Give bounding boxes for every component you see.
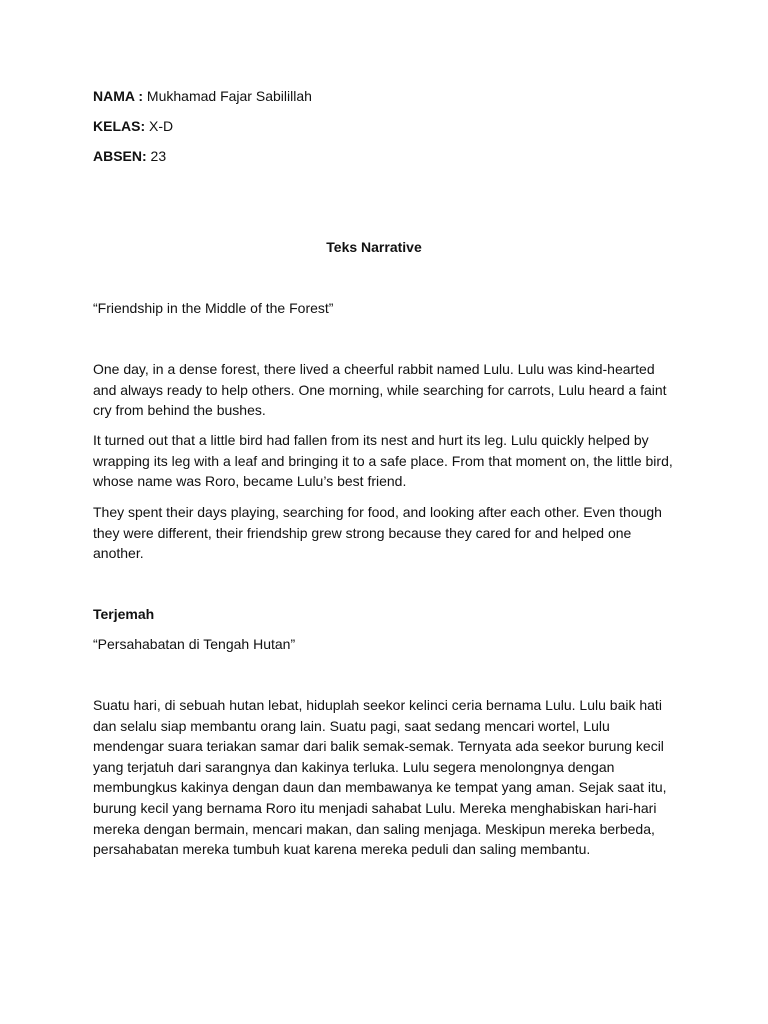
absen-label: ABSEN: bbox=[93, 148, 147, 164]
absen-value: 23 bbox=[146, 148, 167, 164]
document-title: Teks Narrative bbox=[326, 239, 422, 255]
class-label: KELAS: bbox=[93, 118, 146, 134]
name-value: Mukhamad Fajar Sabilillah bbox=[143, 88, 312, 104]
english-paragraph-3: They spent their days playing, searching for food, and looking after each other. Even though they were different, their friendship grew strong because they cared for and helped one another. bbox=[93, 504, 662, 562]
story-title-indonesian: “Persahabatan di Tengah Hutan” bbox=[93, 636, 296, 652]
student-absen-row bbox=[93, 146, 166, 166]
class-value: X-D bbox=[145, 118, 174, 134]
english-paragraph-1: One day, in a dense forest, there lived a cheerful rabbit named Lulu. Lulu was kind-hearted and always ready to help others. One morning, while searching for carrots, Lulu heard a faint cry from behind the bushes. bbox=[93, 361, 667, 419]
indonesian-paragraph: Suatu hari, di sebuah hutan lebat, hiduplah seekor kelinci ceria bernama Lulu. Lulu baik hati dan selalu siap membantu orang lain. Suatu pagi, saat sedang mencari wortel, Lulu mendengar suara teriakan samar dari balik semak-semak. Ternyata ada seekor burung kecil yang terjatuh dari sarangnya dan kakinya terluka. Lulu segera menolongnya dengan membungkus kakinya dengan daun dan membawanya ke tempat yang aman. Sejak saat itu, burung kecil yang bernama Roro itu menjadi sahabat Lulu. Mereka menghabiskan hari-hari mereka dengan bermain, mencari makan, dan saling menjaga. Meskipun mereka berbeda, persahabatan mereka tumbuh kuat karena mereka peduli dan saling membantu. bbox=[93, 697, 667, 858]
student-class-row bbox=[93, 116, 173, 136]
name-label: NAMA : bbox=[93, 88, 144, 104]
story-title-english: “Friendship in the Middle of the Forest” bbox=[93, 300, 334, 316]
english-paragraph-2: It turned out that a little bird had fallen from its nest and hurt its leg. Lulu quickly helped by wrapping its leg with a leaf and bringing it to a safe place. From that moment on, the little bird, whose name was Roro, became Lulu’s best friend. bbox=[93, 432, 673, 490]
student-name-row bbox=[93, 86, 312, 106]
translation-heading: Terjemah bbox=[93, 606, 155, 622]
